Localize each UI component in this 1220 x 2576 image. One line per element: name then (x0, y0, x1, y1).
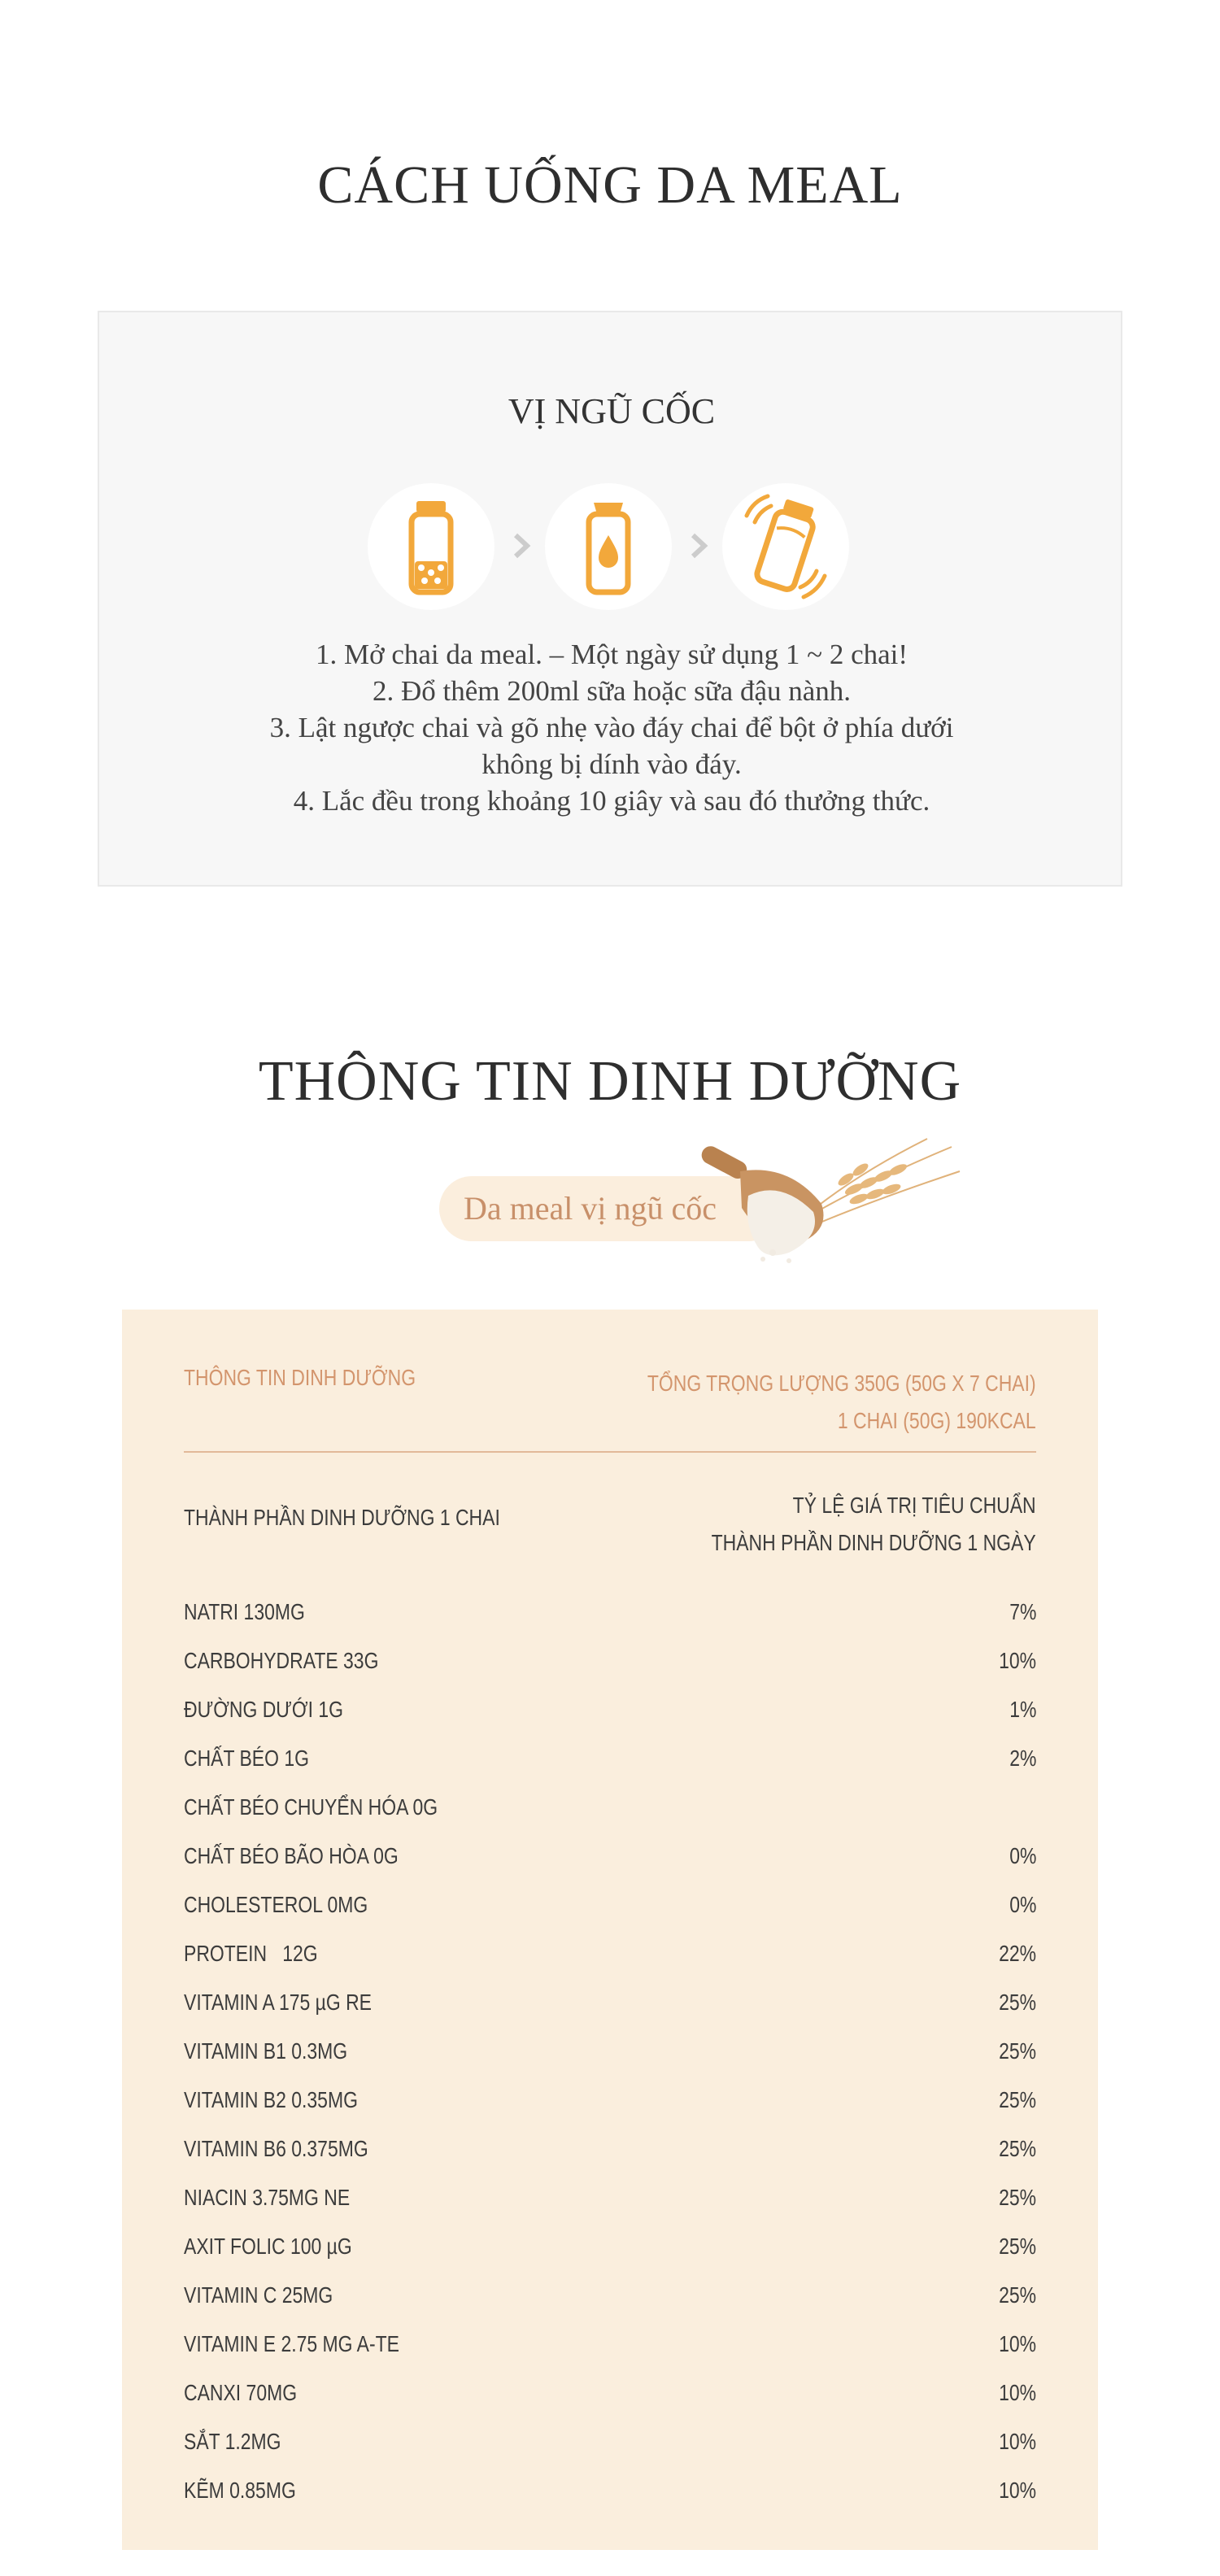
how-to-steps (99, 636, 1124, 819)
column-header-right (712, 1487, 1036, 1562)
nutrition-header-left: THÔNG TIN DINH DƯỠNG (184, 1365, 416, 1390)
nutrient-percent: 2% (1009, 1746, 1036, 1771)
table-row (184, 2084, 1036, 2133)
serving-kcal: 1 CHAI (50G) 190KCAL (838, 1408, 1036, 1433)
table-row (184, 1840, 1036, 1889)
step-line: 4. Lắc đều trong khoảng 10 giây và sau đó thưởng thức. (293, 785, 930, 817)
nutrient-name: CARBOHYDRATE 33G (184, 1648, 379, 1673)
add-milk-icon (545, 483, 672, 610)
table-row (184, 1645, 1036, 1693)
step-line: 3. Lật ngược chai và gõ nhẹ vào đáy chai để bột ở phía dưới (269, 712, 954, 743)
table-row (184, 2133, 1036, 2182)
nutrient-percent: 22% (999, 1941, 1036, 1966)
nutrient-name: VITAMIN A 175 µG RE (184, 1990, 373, 2015)
nutrient-name: NIACIN 3.75MG NE (184, 2185, 351, 2210)
table-row (184, 1889, 1036, 1937)
nutrient-percent: 7% (1009, 1599, 1036, 1624)
nutrient-name: AXIT FOLIC 100 µG (184, 2234, 352, 2259)
nutrient-name: CANXI 70MG (184, 2380, 298, 2405)
chevron-right-icon (683, 525, 716, 566)
nutrient-percent: 25% (999, 2234, 1036, 2259)
chevron-right-icon (506, 525, 538, 566)
nutrient-percent: 25% (999, 1990, 1036, 2015)
nutrition-title: THÔNG TIN DINH DƯỠNG (258, 1050, 962, 1113)
column-header-right-line: TỶ LỆ GIÁ TRỊ TIÊU CHUẨN (793, 1493, 1036, 1518)
nutrient-name: KẼM 0.85MG (184, 2478, 296, 2503)
table-row (184, 2328, 1036, 2377)
nutrient-percent: 10% (999, 2478, 1036, 2503)
step-line: 2. Đổ thêm 200ml sữa hoặc sữa đậu nành. (372, 675, 852, 707)
open-bottle-icon (368, 483, 495, 610)
table-row (184, 1986, 1036, 2035)
shake-bottle-icon (722, 483, 849, 610)
table-row (184, 2474, 1036, 2523)
table-row (184, 2230, 1036, 2279)
nutrition-header-right (647, 1365, 1036, 1440)
step-line: không bị dính vào đáy. (481, 748, 742, 780)
table-row (184, 2035, 1036, 2084)
table-row (184, 1742, 1036, 1791)
product-label: Da meal vị ngũ cốc (464, 1190, 717, 1227)
nutrient-name: SẮT 1.2MG (184, 2429, 281, 2454)
nutrient-name: VITAMIN B1 0.3MG (184, 2038, 348, 2064)
divider (184, 1451, 1036, 1453)
nutrient-percent: 10% (999, 2331, 1036, 2356)
nutrient-name: CHẤT BÉO 1G (184, 1746, 309, 1771)
nutrient-percent: 10% (999, 1648, 1036, 1673)
nutrient-percent: 25% (999, 2185, 1036, 2210)
table-row (184, 1693, 1036, 1742)
nutrient-percent: 10% (999, 2380, 1036, 2405)
table-row (184, 2182, 1036, 2230)
column-header-right-line: THÀNH PHẦN DINH DƯỠNG 1 NGÀY (711, 1530, 1036, 1555)
nutrient-percent: 0% (1009, 1843, 1036, 1868)
wheat-scoop-icon (691, 1131, 968, 1269)
nutrient-name: VITAMIN C 25MG (184, 2282, 333, 2308)
table-row (184, 1937, 1036, 1986)
table-row (184, 2426, 1036, 2474)
table-row (184, 1596, 1036, 1645)
nutrient-percent: 25% (999, 2136, 1036, 2161)
table-row (184, 1791, 1036, 1840)
nutrient-percent: 25% (999, 2038, 1036, 2064)
nutrient-percent: 0% (1009, 1892, 1036, 1917)
how-to-title: CÁCH UỐNG DA MEAL (317, 155, 903, 215)
nutrient-name: ĐƯỜNG DƯỚI 1G (184, 1697, 343, 1722)
nutrient-percent: 25% (999, 2087, 1036, 2112)
nutrition-table (184, 1596, 1036, 2523)
nutrient-name: CHẤT BÉO CHUYỂN HÓA 0G (184, 1794, 438, 1820)
column-header-left: THÀNH PHẦN DINH DƯỠNG 1 CHAI (184, 1505, 500, 1530)
nutrient-name: CHOLESTEROL 0MG (184, 1892, 368, 1917)
total-weight: TỔNG TRỌNG LƯỢNG 350G (50G X 7 CHAI) (647, 1371, 1036, 1396)
nutrition-panel (122, 1310, 1098, 2550)
how-to-box (98, 311, 1122, 887)
nutrient-percent: 10% (999, 2429, 1036, 2454)
table-row (184, 2279, 1036, 2328)
how-to-subtitle: VỊ NGŨ CỐC (508, 391, 716, 431)
nutrient-name: NATRI 130MG (184, 1599, 305, 1624)
nutrient-name: PROTEIN 12G (184, 1941, 318, 1966)
step-line: 1. Mở chai da meal. – Một ngày sử dụng 1 ~ 2 chai! (315, 639, 908, 670)
nutrient-name: CHẤT BÉO BÃO HÒA 0G (184, 1843, 399, 1868)
table-row (184, 2377, 1036, 2426)
nutrient-percent: 1% (1009, 1697, 1036, 1722)
nutrient-name: VITAMIN E 2.75 MG A-TE (184, 2331, 399, 2356)
nutrient-percent: 25% (999, 2282, 1036, 2308)
nutrient-name: VITAMIN B2 0.35MG (184, 2087, 358, 2112)
nutrient-name: VITAMIN B6 0.375MG (184, 2136, 368, 2161)
